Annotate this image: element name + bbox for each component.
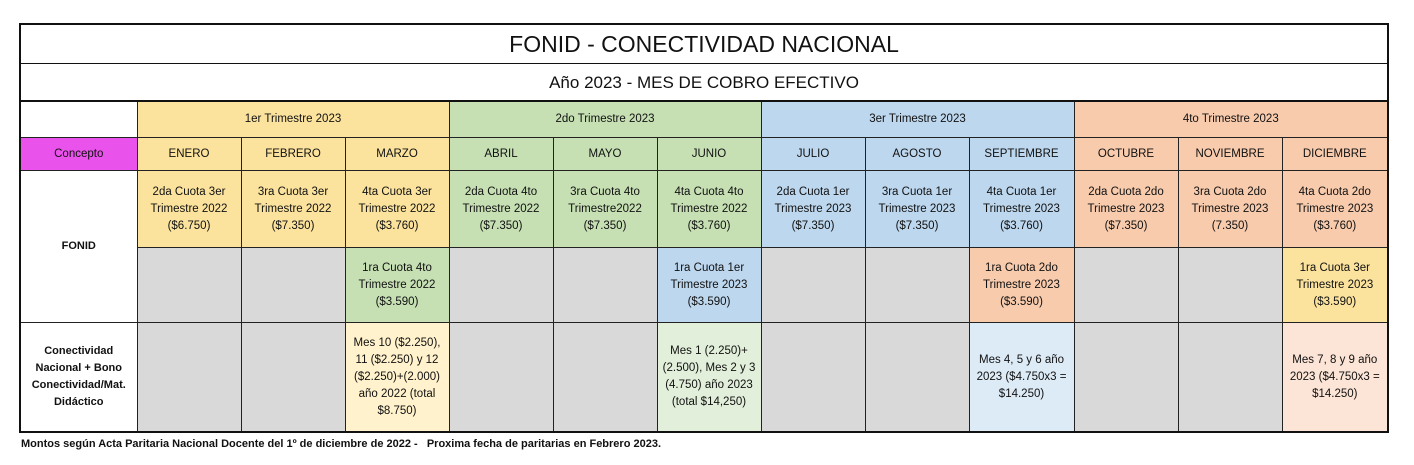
- quarter-2-header: 2do Trimestre 2023: [449, 101, 761, 138]
- fonid-extra-enero: [137, 248, 241, 323]
- month-header-diciembre: DICIEMBRE: [1282, 138, 1388, 171]
- conectividad-cell-abril: [449, 323, 553, 433]
- conectividad-cell-noviembre: [1178, 323, 1282, 433]
- page-title: FONID - CONECTIVIDAD NACIONAL: [20, 24, 1388, 64]
- month-header-septiembre: SEPTIEMBRE: [969, 138, 1074, 171]
- month-header-octubre: OCTUBRE: [1074, 138, 1178, 171]
- conectividad-label: Conectividad Nacional + Bono Conectividad/Mat. Didáctico: [20, 323, 137, 433]
- month-header-enero: ENERO: [137, 138, 241, 171]
- fonid-cell-febrero: 3ra Cuota 3er Trimestre 2022 ($7.350): [241, 171, 345, 248]
- fonid-extra-junio: 1ra Cuota 1er Trimestre 2023 ($3.590): [657, 248, 761, 323]
- fonid-extra-agosto: [865, 248, 969, 323]
- fonid-label: FONID: [20, 171, 137, 323]
- conectividad-cell-agosto: [865, 323, 969, 433]
- conectividad-cell-octubre: [1074, 323, 1178, 433]
- fonid-cell-diciembre: 4ta Cuota 2do Trimestre 2023 ($3.760): [1282, 171, 1388, 248]
- fonid-extra-octubre: [1074, 248, 1178, 323]
- fonid-cell-noviembre: 3ra Cuota 2do Trimestre 2023 (7.350): [1178, 171, 1282, 248]
- fonid-cell-agosto: 3ra Cuota 1er Trimestre 2023 ($7.350): [865, 171, 969, 248]
- month-header-julio: JULIO: [761, 138, 865, 171]
- conectividad-cell-enero: [137, 323, 241, 433]
- conectividad-cell-diciembre: Mes 7, 8 y 9 año 2023 ($4.750x3 = $14.250): [1282, 323, 1388, 433]
- fonid-extra-septiembre: 1ra Cuota 2do Trimestre 2023 ($3.590): [969, 248, 1074, 323]
- conectividad-cell-junio: Mes 1 (2.250)+(2.500), Mes 2 y 3 (4.750) año 2023 (total $14,250): [657, 323, 761, 433]
- quarter-3-header: 3er Trimestre 2023: [761, 101, 1074, 138]
- fonid-extra-febrero: [241, 248, 345, 323]
- quarter-4-header: 4to Trimestre 2023: [1074, 101, 1388, 138]
- conectividad-cell-julio: [761, 323, 865, 433]
- fonid-schedule-sheet: [19, 23, 1387, 433]
- fonid-extra-marzo: 1ra Cuota 4to Trimestre 2022 ($3.590): [345, 248, 449, 323]
- fonid-cell-marzo: 4ta Cuota 3er Trimestre 2022 ($3.760): [345, 171, 449, 248]
- schedule-table: [19, 23, 1389, 433]
- page-subtitle: Año 2023 - MES DE COBRO EFECTIVO: [20, 64, 1388, 102]
- fonid-cell-mayo: 3ra Cuota 4to Trimestre2022 ($7.350): [553, 171, 657, 248]
- fonid-extra-mayo: [553, 248, 657, 323]
- quarter-1-header: 1er Trimestre 2023: [137, 101, 449, 138]
- month-header-noviembre: NOVIEMBRE: [1178, 138, 1282, 171]
- month-header-junio: JUNIO: [657, 138, 761, 171]
- month-header-agosto: AGOSTO: [865, 138, 969, 171]
- fonid-cell-abril: 2da Cuota 4to Trimestre 2022 ($7.350): [449, 171, 553, 248]
- month-header-mayo: MAYO: [553, 138, 657, 171]
- fonid-extra-abril: [449, 248, 553, 323]
- fonid-cell-junio: 4ta Cuota 4to Trimestre 2022 ($3.760): [657, 171, 761, 248]
- month-header-abril: ABRIL: [449, 138, 553, 171]
- conectividad-cell-septiembre: Mes 4, 5 y 6 año 2023 ($4.750x3 = $14.250): [969, 323, 1074, 433]
- conectividad-cell-mayo: [553, 323, 657, 433]
- fonid-extra-diciembre: 1ra Cuota 3er Trimestre 2023 ($3.590): [1282, 248, 1388, 323]
- month-header-febrero: FEBRERO: [241, 138, 345, 171]
- month-header-marzo: MARZO: [345, 138, 449, 171]
- conectividad-cell-marzo: Mes 10 ($2.250), 11 ($2.250) y 12 ($2.250)+(2.000) año 2022 (total $8.750): [345, 323, 449, 433]
- fonid-extra-noviembre: [1178, 248, 1282, 323]
- fonid-cell-septiembre: 4ta Cuota 1er Trimestre 2023 ($3.760): [969, 171, 1074, 248]
- fonid-cell-enero: 2da Cuota 3er Trimestre 2022 ($6.750): [137, 171, 241, 248]
- concept-header: Concepto: [20, 138, 137, 171]
- fonid-cell-julio: 2da Cuota 1er Trimestre 2023 ($7.350): [761, 171, 865, 248]
- footer-note: Montos según Acta Paritaria Nacional Docente del 1º de diciembre de 2022 - Proxima fecha de paritarias en Febrero 2023.: [21, 438, 662, 450]
- empty-corner-cell: [20, 101, 137, 138]
- fonid-cell-octubre: 2da Cuota 2do Trimestre 2023 ($7.350): [1074, 171, 1178, 248]
- conectividad-cell-febrero: [241, 323, 345, 433]
- fonid-extra-julio: [761, 248, 865, 323]
